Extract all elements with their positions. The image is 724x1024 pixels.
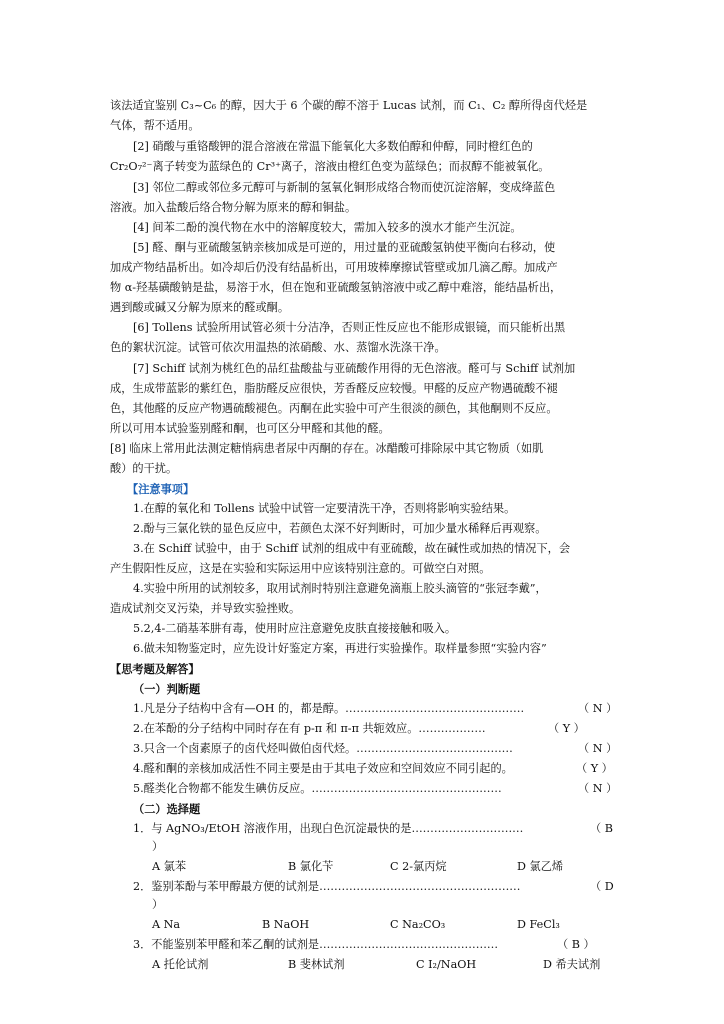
option: B NaOH: [262, 918, 310, 931]
qa-heading: 【思考题及解答】: [110, 662, 200, 676]
tf-heading: （一）判断题: [133, 682, 201, 696]
text-line: [0, 139, 724, 155]
tf-question: [0, 741, 724, 757]
option: B 斐林试剂: [288, 958, 345, 971]
mc-options: [0, 859, 724, 875]
mc-heading: （二）选择题: [133, 802, 201, 816]
text-line: [0, 541, 724, 557]
note-item: 5.2,4-二硝基苯肼有毒，使用时应注意避免皮肤直接接触和吸入。: [133, 622, 457, 635]
text-line: [0, 118, 724, 134]
mc-heading-line: [0, 801, 724, 817]
notes-heading: 【注意事项】: [127, 482, 195, 496]
text-line: [0, 280, 724, 296]
text-line: [0, 361, 724, 377]
option: D 希夫试剂: [543, 958, 601, 971]
text: 色，其他醛的反应产物遇硫酸褪色。丙酮在此实验中可产生很淡的颜色，其他酮则不反应。: [110, 402, 558, 415]
note-item: 1.在醇的氧化和 Tollens 试验中试管一定要清洗干净，否则将影响实验结果。: [133, 502, 516, 515]
text-line: [0, 521, 724, 537]
text-line: [0, 381, 724, 397]
text: Cr₂O₇²⁻离子转变为蓝绿色的 Cr³⁺离子，溶液由橙红色变为蓝绿色；而叔醇不能被氧化。: [110, 160, 550, 173]
text-line: [0, 421, 724, 437]
answer: （ N ）: [578, 702, 618, 715]
text: 气体，帮不适用。: [110, 119, 200, 132]
answer: （ N ）: [578, 742, 618, 755]
answer: （ Y ）: [548, 722, 585, 735]
answer-close: ）: [152, 840, 164, 853]
note-item: 2.酚与三氯化铁的显色反应中，若颜色太深不好判断时，可加少量水稀释后再观察。: [133, 522, 547, 535]
text-line: [0, 561, 724, 577]
text: 溶液。加入盐酸后络合物分解为原来的醇和铜盐。: [110, 201, 357, 214]
text-line: [0, 240, 724, 256]
option: D 氯乙烯: [517, 860, 564, 873]
note-item: 3.在 Schiff 试验中，由于 Schiff 试剂的组成中有亚硫酸，故在碱性或加热的情况下，会: [133, 542, 571, 555]
question-text: 3.只含一个卤素原子的卤代烃叫做伯卤代烃。……………………………………: [133, 742, 513, 755]
note-item: 造成试剂交叉污染，并导致实验挫败。: [110, 602, 301, 615]
text: 加成产物结晶析出。如冷却后仍没有结晶析出，可用玻棒摩擦试管壁或加几滴乙醇。加成产: [110, 261, 558, 274]
text-line: [0, 260, 724, 276]
tf-question: [0, 721, 724, 737]
question-text: 2．鉴别苯酚与苯甲醇最方便的试剂是………………………………………………: [133, 880, 521, 893]
text: [4] 间苯二酚的溴代物在水中的溶解度较大，需加入较多的溴水才能产生沉淀。: [133, 221, 522, 234]
option: D FeCl₃: [517, 918, 560, 931]
option: A 托伦试剂: [152, 958, 209, 971]
answer: （ B: [590, 822, 613, 835]
option: B 氯化苄: [288, 860, 334, 873]
question-text: 1．与 AgNO₃/EtOH 溶液作用，出现白色沉淀最快的是…………………………: [133, 822, 524, 835]
text-line: [0, 220, 724, 236]
option: A Na: [152, 918, 181, 931]
option: C 2-氯丙烷: [390, 860, 447, 873]
note-item: 产生假阳性反应，这是在实验和实际运用中应该特别注意的。可做空白对照。: [110, 562, 491, 575]
question-text: 1.凡是分子结构中含有—OH 的，都是醇。…………………………………………: [133, 702, 525, 715]
question-text: 5.醛类化合物都不能发生碘仿反应。……………………………………………: [133, 782, 502, 795]
tf-heading-line: [0, 681, 724, 697]
tf-question: [0, 701, 724, 717]
text: 所以可用本试验鉴别醛和酮，也可区分甲醛和其他的醛。: [110, 422, 390, 435]
text-line: [0, 501, 724, 517]
answer: （ Y ）: [576, 762, 613, 775]
text-line: [0, 601, 724, 617]
text-line: [0, 340, 724, 356]
text-line: [0, 441, 724, 457]
text: 遇到酸或碱又分解为原来的醛或酮。: [110, 301, 290, 314]
text: 成，生成带蓝影的紫红色，脂肪醛反应很快，芳香醛反应较慢。甲醛的反应产物遇硫酸不褪: [110, 382, 558, 395]
question-text: 2.在苯酚的分子结构中同时存在有 p-π 和 π-π 共轭效应。………………: [133, 722, 486, 735]
note-item: 4.实验中所用的试剂较多，取用试剂时特别注意避免滴瓶上胶头滴管的“张冠李戴”，: [133, 582, 547, 595]
text-line: [0, 180, 724, 196]
note-item: 6.做未知物鉴定时，应先设计好鉴定方案，再进行实验操作。取样量参照“实验内容”: [133, 642, 547, 655]
text-line: [0, 461, 724, 477]
option: A 氯苯: [152, 860, 187, 873]
qa-heading-line: [0, 661, 724, 677]
mc-answer-close: [0, 839, 724, 855]
text: 色的絮状沉淀。试管可依次用温热的浓硝酸、水、蒸馏水洗涤干净。: [110, 341, 446, 354]
text-line: [0, 401, 724, 417]
text: [7] Schiff 试剂为桃红色的品红盐酸盐与亚硫酸作用得的无色溶液。醛可与 Schiff 试剂加: [133, 362, 576, 375]
notes-heading-line: [0, 481, 724, 497]
question-text: 4.醛和酮的亲核加成活性不同主要是由于其电子效应和空间效应不同引起的。: [133, 762, 513, 775]
text-line: [0, 621, 724, 637]
text-line: [0, 641, 724, 657]
mc-options: [0, 957, 724, 973]
mc-options: [0, 917, 724, 933]
text: [6] Tollens 试验所用试管必须十分洁净，否则正性反应也不能形成银镜，而只能析出黑: [133, 321, 566, 334]
text-line: [0, 320, 724, 336]
mc-question: [0, 937, 724, 953]
option: C Na₂CO₃: [390, 918, 446, 931]
answer: （ D: [590, 880, 614, 893]
text-line: [0, 300, 724, 316]
text-line: [0, 159, 724, 175]
answer-close: ）: [152, 898, 164, 911]
text: [8] 临床上常用此法测定糖悄病患者尿中丙酮的存在。冰醋酸可排除尿中其它物质（如肌: [110, 442, 544, 455]
mc-question: [0, 879, 724, 895]
text: [5] 醛、酮与亚硫酸氢钠亲核加成是可逆的，用过量的亚硫酸氢钠使平衡向右移动，使: [133, 241, 556, 254]
text: 物 α-羟基磺酸钠是盐，易溶于水，但在饱和亚硫酸氢钠溶液中或乙醇中难溶，能结晶析出，: [110, 281, 562, 294]
text: [2] 硝酸与重铬酸钾的混合溶液在常温下能氧化大多数伯醇和仲醇，同时橙红色的: [133, 140, 533, 153]
text-line: [0, 581, 724, 597]
tf-question: [0, 781, 724, 797]
tf-question: [0, 761, 724, 777]
mc-answer-close: [0, 897, 724, 913]
text: [3] 邻位二醇或邻位多元醇可与新制的氢氧化铜形成络合物而使沉淀溶解，变成绛蓝色: [133, 181, 556, 194]
mc-question: [0, 821, 724, 837]
text-line: [0, 200, 724, 216]
question-text: 3．不能鉴别苯甲醛和苯乙酮的试剂是…………………………………………: [133, 938, 499, 951]
option: C I₂/NaOH: [416, 958, 477, 971]
answer: （ B ）: [557, 938, 595, 951]
text: 酸）的干扰。: [110, 462, 178, 475]
text-line: [0, 98, 724, 114]
answer: （ N ）: [578, 782, 618, 795]
text: 该法适宜鉴别 C₃~C₆ 的醇，因大于 6 个碳的醇不溶于 Lucas 试剂，而 C₁、C₂ 醇所得卤代烃是: [110, 99, 588, 112]
